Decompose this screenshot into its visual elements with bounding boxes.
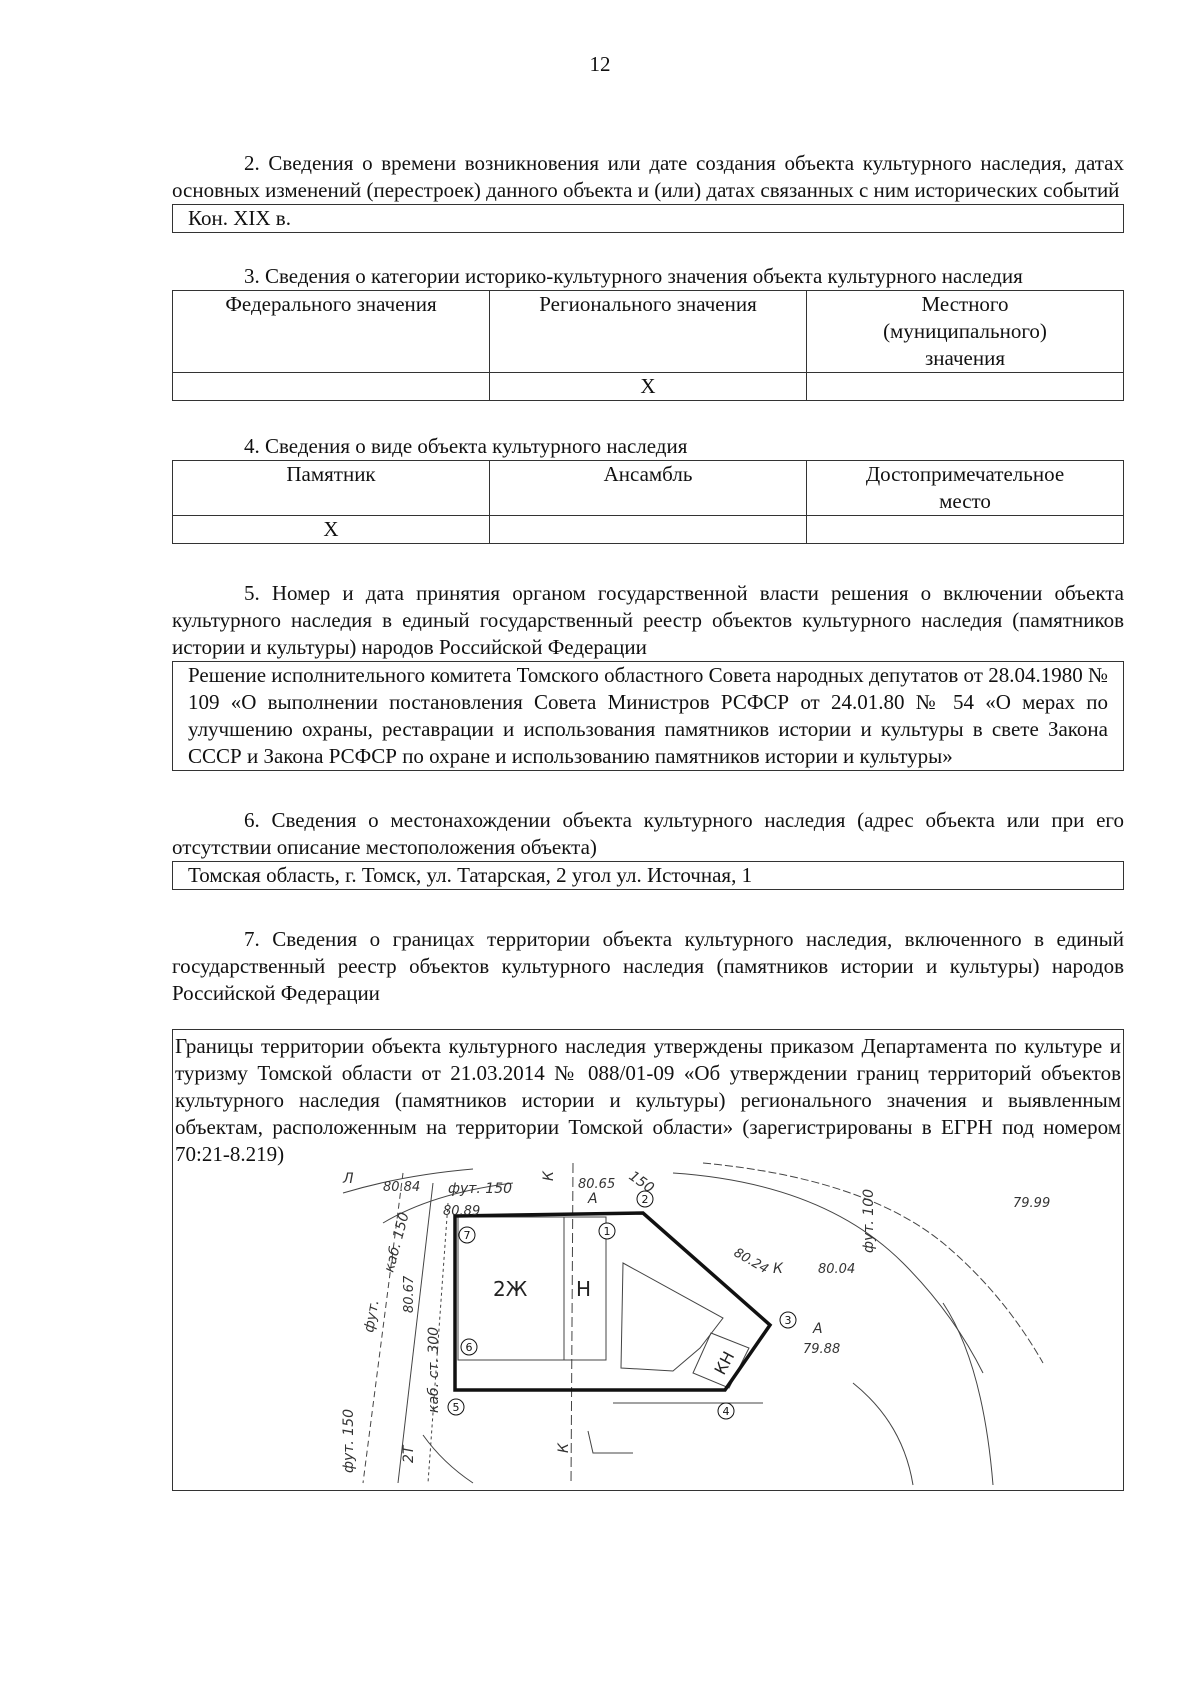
section-6-value: Томская область, г. Томск, ул. Татарская, 2 угол ул. Источная, 1 <box>188 863 753 887</box>
point-7: 7 <box>463 1229 471 1242</box>
document-body <box>172 150 1124 1491</box>
point-6: 6 <box>465 1341 473 1354</box>
elevation-3: 80.89 <box>443 1204 481 1219</box>
elevation-4: 79.99 <box>1013 1196 1051 1211</box>
section-6-value-box <box>172 861 1124 890</box>
elevation-2: 80.65 <box>578 1177 616 1192</box>
annotation-fut: фут. <box>361 1298 383 1334</box>
section-7-value-box <box>172 1029 1124 1491</box>
buildings <box>458 1217 749 1388</box>
section-2-heading: 2. Сведения о времени возникновения или дате создания объекта культурного наследия, датах основных изменений (перестроек) данного объекта и (или) датах связанных с ним исторических событий <box>172 151 1124 202</box>
point-1: 1 <box>603 1225 611 1238</box>
section-2-value: Кон. XIX в. <box>188 206 291 230</box>
section-6-heading: 6. Сведения о местонахождении объекта культурного наследия (адрес объекта или при его отсутствии описание местоположения объекта) <box>172 808 1124 859</box>
section-3-col-federal: Федерального значения <box>173 291 490 373</box>
section-5-heading: 5. Номер и дата принятия органом государственной власти решения о включении объекта культурного наследия в единый государственный реестр объектов культурного наследия (памятников истории и культуры) народов Российской Федерации <box>172 581 1124 659</box>
section-3-col-local: Местного (муниципального) значения <box>807 291 1124 373</box>
section-5-value: Решение исполнительного комитета Томского областного Совета народных депутатов от 28.04.1980 № 109 «О выполнении постановления Совета Министров РСФСР от 24.01.80 № 54 «О мерах по улучшению охраны, реставрации и использования памятников истории и культуры в свете Закона СССР и Закона РСФСР по охране и использованию памятников истории и культуры» <box>188 663 1108 768</box>
point-3: 3 <box>784 1314 792 1327</box>
building-label-kn: КН <box>710 1348 739 1378</box>
section-3-mark-federal <box>173 373 490 401</box>
annotation-k-top: К <box>541 1171 557 1181</box>
section-3-col-regional: Регионального значения <box>490 291 807 373</box>
point-2: 2 <box>641 1193 649 1206</box>
hatched-area <box>621 1263 723 1371</box>
section-4-header-row <box>173 461 1124 516</box>
annotation-kab-st-300: каб. ст. 300 <box>426 1326 442 1413</box>
point-5: 5 <box>452 1401 460 1414</box>
annotation-fut-100: фут. 100 <box>861 1188 877 1253</box>
elevation-8: 79.88 <box>803 1342 841 1357</box>
annotation-k-bottom: К <box>556 1443 572 1453</box>
section-4-mark-monument: X <box>173 516 490 544</box>
annotation-k-right: К <box>773 1261 783 1277</box>
elevation-labels <box>383 1177 1050 1357</box>
section-4-col-monument: Памятник <box>173 461 490 516</box>
building-label-n: Н <box>576 1277 592 1301</box>
annotation-kab-150: каб. 150 <box>381 1210 413 1275</box>
annotation-a-right: А <box>813 1321 823 1337</box>
section-4-table <box>172 460 1124 544</box>
section-4-heading: 4. Сведения о виде объекта культурного наследия <box>244 434 688 458</box>
annotation-fut-150-top: фут. 150 <box>448 1181 513 1197</box>
elevation-1: 80.84 <box>383 1180 421 1195</box>
annotation-2t: 2Т <box>401 1445 417 1463</box>
annotation-150: 150 <box>625 1168 657 1197</box>
section-2-value-box <box>172 204 1124 233</box>
page-number: 12 <box>589 52 611 76</box>
building-label-2zh: 2Ж <box>493 1277 528 1301</box>
section-4-mark-landmark <box>807 516 1124 544</box>
section-3-mark-regional: X <box>490 373 807 401</box>
section-4-col-ensemble: Ансамбль <box>490 461 807 516</box>
territory-boundary-map <box>343 1163 1063 1485</box>
annotation-l: Л <box>343 1171 354 1187</box>
section-7-value: Границы территории объекта культурного наследия утверждены приказом Департамента по культуре и туризму Томской области от 21.03.2014 № 088/01-09 «Об утверждении границ территорий объектов культурного наследия (памятников истории и культуры) регионального значения и выявленным объектам, расположенным на территории Томской области» (зарегистрированы в ЕГРН под номером 70:21-8.219) <box>175 1034 1121 1166</box>
section-3-header-row <box>173 291 1124 373</box>
section-3-heading: 3. Сведения о категории историко-культурного значения объекта культурного наследия <box>244 264 1023 288</box>
section-3-mark-row <box>173 373 1124 401</box>
section-4-col-landmark: Достопримечательное место <box>807 461 1124 516</box>
section-3-mark-local <box>807 373 1124 401</box>
elevation-5: 80.24 <box>731 1245 771 1278</box>
section-4-mark-row <box>173 516 1124 544</box>
section-5-value-box <box>172 661 1124 771</box>
section-3-table <box>172 290 1124 401</box>
annotation-a-top: А <box>588 1191 598 1207</box>
section-7-heading: 7. Сведения о границах территории объекта культурного наследия, включенного в единый государственный реестр объектов культурного наследия (памятников истории и культуры) народов Российской Федерации <box>172 927 1124 1005</box>
annotation-fut-150-left: фут. 150 <box>341 1408 357 1473</box>
point-4: 4 <box>722 1405 730 1418</box>
elevation-7: 80.67 <box>402 1275 417 1313</box>
elevation-6: 80.04 <box>818 1262 856 1277</box>
section-4-mark-ensemble <box>490 516 807 544</box>
